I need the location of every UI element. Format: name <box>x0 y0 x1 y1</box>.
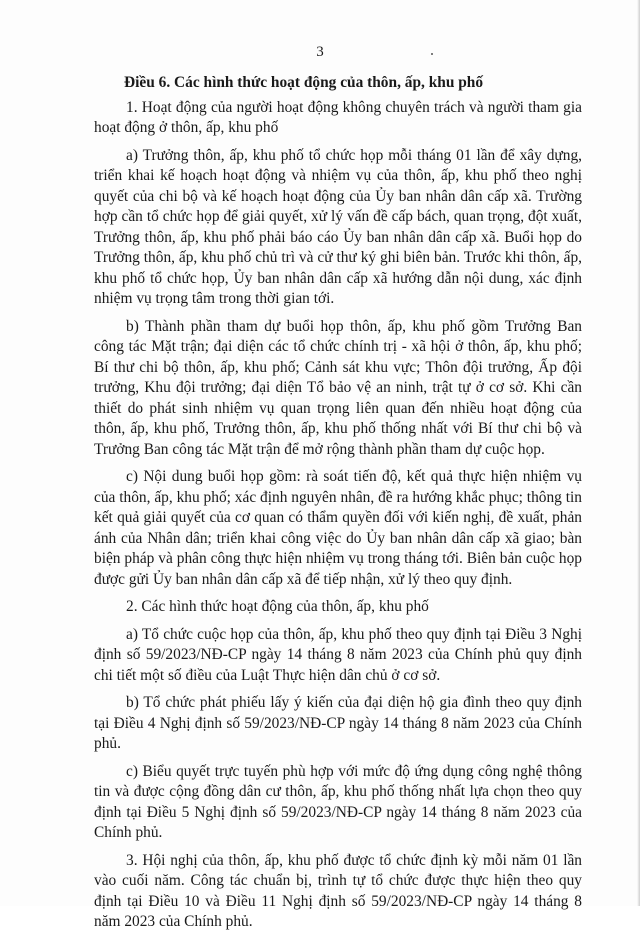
paragraph-1c: c) Nội dung buổi họp gồm: rà soát tiến độ, kết quả thực hiện nhiệm vụ của thôn, ấp, khu phố; xác định nguyên nhân, đề ra hướng khắc phục; thông tin kết quả giải quyết của cơ quan có thẩm quyền đối với kiến nghị, đề xuất, phản ánh của Nhân dân; triển khai công việc do Ủy ban nhân dân cấp xã giao; bàn biện pháp và phân công thực hiện nhiệm vụ trong tháng tới. Biên bản cuộc họp được gửi Ủy ban nhân dân cấp xã để tiếp nhận, xử lý theo quy định. <box>94 468 582 588</box>
paragraph-2b: b) Tổ chức phát phiếu lấy ý kiến của đại diện hộ gia đình theo quy định tại Điều 4 Nghị định số 59/2023/NĐ-CP ngày 14 tháng 8 năm 2023 của Chính phủ. <box>94 694 582 752</box>
paragraph-2a: a) Tổ chức cuộc họp của thôn, ấp, khu phố theo quy định tại Điều 3 Nghị định số 59/2023/NĐ-CP ngày 14 tháng 8 năm 2023 của Chính phủ quy định chi tiết một số điều của Luật Thực hiện dân chủ ở cơ sở. <box>94 625 582 684</box>
paragraph-section-1: 1. Hoạt động của người hoạt động không chuyên trách và người tham gia hoạt động ở thôn, ấp, khu phố <box>94 98 582 136</box>
paragraph-1b: b) Thành phần tham dự buổi họp thôn, ấp, khu phố gồm Trưởng Ban công tác Mặt trận; đại diện các tổ chức chính trị - xã hội ở thôn, ấp, khu phố; Bí thư chi bộ thôn, ấp, khu phố; Cảnh sát khu vực; Thôn đội trưởng, Ấp đội trưởng, Khu đội trưởng; đại diện Tổ bảo vệ an ninh, trật tự ở cơ sở. Khi cần thiết do phát sinh nhiệm vụ quan trọng liên quan đến nhiều hoạt động của thôn, ấp, khu phố, Trưởng thôn, ấp, khu phố thống nhất với Bí thư chi bộ và Trưởng Ban công tác Mặt trận để mở rộng thành phần tham dự cuộc họp. <box>94 317 582 458</box>
page-number: 3 <box>316 44 324 60</box>
paragraph-2c: c) Biểu quyết trực tuyến phù hợp với mức độ ứng dụng công nghệ thông tin và được cộng đồng dân cư thôn, ấp, khu phố thống nhất lựa chọn theo quy định tại Điều 5 Nghị định số 59/2023/NĐ-CP ngày 14 tháng 8 năm 2023 của Chính phủ. <box>94 762 582 841</box>
paragraph-section-3: 3. Hội nghị của thôn, ấp, khu phố được tổ chức định kỳ mỗi năm 01 lần vào cuối năm. Công tác chuẩn bị, trình tự tổ chức được thực hiện theo quy định tại Điều 10 và Điều 11 Nghị định số 59/2023/NĐ-CP ngày 14 tháng 8 năm 2023 của Chính phủ. <box>94 851 582 930</box>
article-heading: Điều 6. Các hình thức hoạt động của thôn, ấp, khu phố <box>124 74 484 91</box>
paragraph-1a: a) Trưởng thôn, ấp, khu phố tổ chức họp mỗi tháng 01 lần để xây dựng, triển khai kế hoạch hoạt động và nhiệm vụ của thôn, ấp, khu phố theo nghị quyết của chi bộ và kế hoạch hoạt động của Ủy ban nhân dân cấp xã. Trường hợp cần tổ chức họp để giải quyết, xử lý vấn đề cấp bách, quan trọng, đột xuất, Trưởng thôn, ấp, khu phố phải báo cáo Ủy ban nhân dân cấp xã. Buổi họp do Trưởng thôn, ấp, khu phố chủ trì và cử thư ký ghi biên bản. Trước khi thôn, ấp, khu phố tổ chức họp, Ủy ban nhân dân cấp xã hướng dẫn nội dung, xác định nhiệm vụ trọng tâm trong thời gian tới. <box>94 146 582 307</box>
article-body <box>94 73 582 940</box>
scan-speck <box>431 53 433 55</box>
paragraph-section-2: 2. Các hình thức hoạt động của thôn, ấp, khu phố <box>126 598 429 615</box>
